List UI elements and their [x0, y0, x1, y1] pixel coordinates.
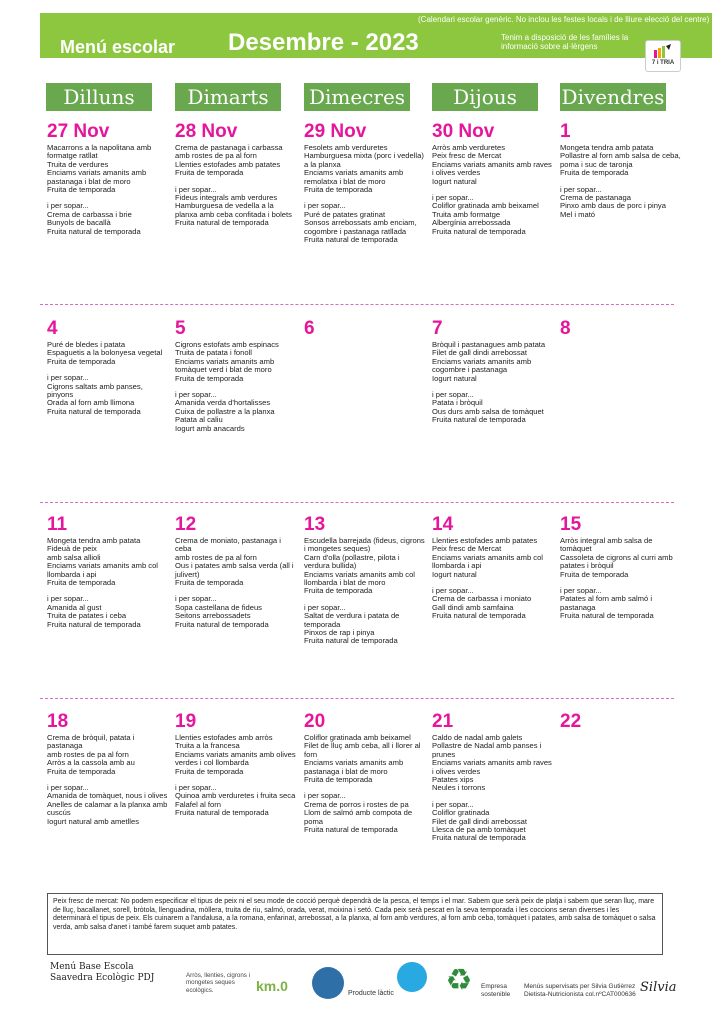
menu-item: Fruita de temporada [175, 373, 244, 383]
month-title: Desembre - 2023 [228, 29, 419, 56]
menu-item: Mongeta tendra amb patata [560, 143, 654, 152]
day-date: 14 [432, 514, 454, 535]
day-cell [304, 515, 426, 646]
menu-item: Truita amb formatge [432, 209, 501, 219]
menu-item: Pollastre de Nadal amb panses i prunes [432, 741, 544, 759]
menu-item: Fruita natural de temporada [175, 619, 269, 629]
menu-item: Filet de gall dindi arrebossat [432, 816, 527, 826]
day-date: 8 [560, 318, 571, 339]
menu-item: i per sopar... [304, 791, 346, 801]
menu-item: Fruita natural de temporada [175, 218, 269, 228]
menu-item: Orada al forn amb llimona [47, 398, 135, 408]
menu-item: Iogurt amb anacards [175, 423, 245, 433]
menu-item: Falafel al forn [175, 799, 222, 809]
menu-item: Enciams variats amanits amb remolatxa i blat de moro [304, 168, 406, 186]
day-date: 29 Nov [304, 121, 367, 142]
menu-item: Enciams variats amanits amb raves i olives verdes [432, 758, 554, 776]
menu-item: Amanida al gust [47, 602, 102, 612]
menu-item: Fruita de temporada [560, 168, 629, 178]
menu-item: i per sopar... [560, 586, 602, 596]
menu-item: Fruita natural de temporada [432, 611, 526, 621]
menu-item: Enciams variats amanits amb pastanaga i blat de moro [47, 168, 149, 186]
menu-item: Cuixa de pollastre a la planxa [175, 406, 275, 416]
menu-item: Fideuà de peix [47, 544, 97, 554]
menu-item: amb rostes de pa al forn [175, 552, 257, 562]
weekday-monday: Dilluns [46, 83, 152, 111]
day-cell [304, 319, 426, 341]
menu-item: Fruita natural de temporada [47, 226, 141, 236]
menu-item: Fideus integrals amb verdures [175, 193, 278, 203]
day-date: 19 [175, 711, 197, 732]
day-date: 22 [560, 711, 582, 732]
menu-item: Enciams variats amanits amb raves i olives verdes [432, 159, 554, 178]
menu-item: Crema de bròquil, patata i pastanaga [47, 733, 137, 751]
menu-item: i per sopar... [175, 783, 217, 793]
menu-item: Truita de patates i ceba [47, 611, 127, 621]
menu-item: Sopa castellana de fideus [175, 602, 262, 612]
menu-item: Enciams variats amanits amb olives verdes i col llombarda [175, 749, 298, 768]
menu-item: Fruita de temporada [47, 578, 116, 588]
school-line-1: Menú Base Escola [50, 962, 134, 972]
menu-item: Sonsos arrebossats amb enciam, cogombre i pastanaga ratllada [304, 218, 419, 236]
day-date: 27 Nov [47, 121, 110, 142]
menu-item: Filet de lluç amb ceba, all i llorer al forn [304, 741, 423, 759]
supervisor-line-2: Dietista-Nutricionista col.nºCAT000636 [524, 991, 636, 998]
menu-item: Gall dindi amb samfaina [432, 602, 514, 612]
menu-item: Fruita de temporada [47, 185, 116, 195]
day-date: 15 [560, 514, 582, 535]
menu-item: Fruita natural de temporada [47, 406, 141, 416]
menu-item: Quinoa amb verduretes i fruita seca [175, 791, 296, 801]
menu-item: Fruita de temporada [560, 569, 629, 579]
menu-item: Enciams variats amanits amb col llombarda i api [432, 552, 546, 571]
menu-item: Llenties estofades amb arròs [175, 733, 273, 742]
menu-item: Fruita natural de temporada [432, 833, 526, 843]
menu-item: Cassoleta de cigrons al curri amb patates i bròquil [560, 552, 675, 571]
day-cell [560, 122, 682, 219]
menu-item: Arròs integral amb salsa de tomàquet [560, 536, 655, 554]
menu-item: Llesca de pa amb tomàquet [432, 825, 526, 835]
weekday-friday: Divendres [561, 85, 665, 109]
menu-item: Anelles de calamar a la planxa amb cuscús [47, 799, 170, 818]
menu-item: Ous durs amb salsa de tomàquet [432, 406, 544, 416]
menu-item: Truita a la francesa [175, 741, 240, 751]
menu-item: Patata al caliu [175, 415, 223, 425]
school-line-2: Saavedra Ecològic PDJ [50, 973, 155, 983]
day-date: 6 [304, 318, 315, 339]
day-cell [560, 319, 682, 341]
menu-item: Cigrons estofats amb espinacs [175, 340, 279, 349]
menu-item: Saltat de verdura i patata de temporada [304, 611, 402, 629]
day-date: 5 [175, 318, 186, 339]
day-cell [560, 712, 682, 734]
weekday-tuesday: Dimarts [175, 83, 281, 111]
menu-item: Escudella barrejada (fideus, cigrons i mongetes seques) [304, 536, 427, 554]
menu-item: Fruita de temporada [304, 185, 373, 195]
menu-item: Fruita natural de temporada [304, 825, 398, 835]
school-name [50, 962, 154, 984]
menu-item: Pinxos de rap i pinya [304, 628, 375, 638]
menu-item: Crema de carbassa i moniato [432, 594, 532, 604]
menu-item: Patata i bròquil [432, 398, 483, 408]
allergen-note: Tenim a disposició de les famílies la informació sobre al·lèrgens [501, 33, 629, 51]
menu-item: Crema de pastanaga i carbassa amb rostes de pa al forn [175, 143, 285, 161]
menu-item: Caldo de nadal amb galets [432, 733, 523, 742]
recycle-icon: ♻ [445, 964, 473, 997]
day-cell [175, 515, 297, 629]
menu-item: Iogurt natural [432, 569, 477, 579]
menu-item: Coliflor gratinada amb beixamel [304, 733, 411, 742]
menu-item: i per sopar... [175, 390, 217, 400]
menu-item: Patates al forn amb salmó i pastanaga [560, 594, 655, 612]
menu-item: i per sopar... [47, 373, 89, 383]
sustainable-line-1: Empresa [481, 983, 508, 990]
day-cell [432, 122, 554, 236]
menu-item: Fesolets amb verduretes [304, 143, 388, 152]
menu-item: Fruita natural de temporada [304, 636, 398, 646]
supervisor-line-1: Menús supervisats per Silvia Gutièrrez [524, 983, 636, 990]
day-cell [175, 712, 297, 818]
menu-item: Fruita de temporada [304, 775, 373, 785]
menu-item: Arròs a la cassola amb au [47, 758, 135, 768]
menu-item: Crema de moniato, pastanaga i ceba [175, 536, 284, 554]
menu-item: Fruita natural de temporada [560, 611, 654, 621]
menu-item: amb rostes de pa al forn [47, 749, 129, 759]
menu-item: Seitons arrebossadets [175, 611, 251, 621]
organic-note: Arròs, llenties, cigrons i mongetes seques ecològics. [186, 972, 250, 994]
signature: Silvia [640, 980, 677, 995]
menu-item: Truita de verdures [47, 159, 109, 169]
menu-item: Fruita de temporada [175, 578, 244, 588]
menu-item: i per sopar... [304, 602, 346, 612]
menu-item: Enciams variats amanits amb cogombre i pastanaga [432, 356, 534, 375]
day-cell [304, 712, 426, 834]
menu-item: Macarrons a la napolitana amb formatge ratllat [47, 143, 154, 161]
menu-item: Fruita de temporada [175, 168, 244, 178]
menu-item: Amanida verda d'hortalisses [175, 398, 271, 408]
menu-item: Enciams variats amanits amb col llombarda i blat de moro [304, 569, 418, 588]
menu-item: Fruita natural de temporada [175, 808, 269, 818]
menu-item: Hamburguesa mixta (porc i vedella) a la planxa [304, 151, 426, 169]
day-cell [47, 319, 169, 416]
menu-item: Carn d'olla (pollastre, pilota i verdura bullida) [304, 552, 402, 571]
menu-item: Albergínia arrebossada [432, 218, 511, 228]
week-separator [40, 304, 674, 305]
day-cell [304, 122, 426, 244]
menu-item: Fruita de temporada [47, 766, 116, 776]
fork-icon [654, 44, 672, 58]
day-cell [432, 319, 554, 425]
menu-item: Espaguetis a la bolonyesa vegetal [47, 348, 163, 358]
menu-item: Llom de salmó amb compota de poma [304, 808, 415, 826]
day-cell [47, 122, 169, 236]
menu-item: Iogurt natural [432, 176, 477, 186]
weekday-thursday: Dijous [432, 83, 538, 111]
menu-item: Crema de carbassa i brie [47, 209, 132, 219]
menu-item: Bunyols de bacallà [47, 218, 111, 228]
day-date: 18 [47, 711, 69, 732]
menu-item: Fruita natural de temporada [47, 619, 141, 629]
brand-logo-text: 7 i TRIA [651, 60, 675, 66]
menu-item: Puré de patates gratinat [304, 209, 386, 219]
menu-item: Fruita natural de temporada [304, 235, 398, 245]
menu-item: i per sopar... [47, 783, 89, 793]
menu-item: i per sopar... [175, 184, 217, 194]
km0-logo: km.0 [256, 978, 288, 994]
menu-item: Enciams variats amanits amb col llombarda i api [47, 561, 161, 579]
menu-item: i per sopar... [432, 586, 474, 596]
menu-item: Pollastre al forn amb salsa de ceba, poma i suc de taronja [560, 151, 683, 169]
menu-item: Neules i torrons [432, 783, 486, 793]
menu-item: Coliflor gratinada amb beixamel [432, 201, 539, 211]
menu-item: Mongeta tendra amb patata [47, 536, 141, 545]
menu-item: Peix fresc de Mercat [432, 544, 502, 554]
dairy-logo-icon [312, 967, 344, 999]
day-date: 28 Nov [175, 121, 238, 142]
menu-item: i per sopar... [432, 193, 474, 203]
menu-item: Truita de patata i fonoll [175, 348, 252, 358]
menu-title: Menú escolar [60, 37, 176, 57]
menu-item: i per sopar... [560, 184, 602, 194]
day-cell [432, 515, 554, 621]
menu-item: Bròquil i pastanagues amb patata [432, 340, 546, 349]
menu-item: Fruita de temporada [304, 586, 373, 596]
day-date: 30 Nov [432, 121, 495, 142]
menu-item: Llenties estofades amb patates [432, 536, 538, 545]
menu-item: Fruita natural de temporada [432, 226, 526, 236]
day-date: 4 [47, 318, 58, 339]
menu-item: amb salsa allioli [47, 552, 101, 562]
brand-logo [645, 40, 681, 72]
menu-item: i per sopar... [432, 390, 474, 400]
menu-item: i per sopar... [47, 201, 89, 211]
menu-item: Fruita natural de temporada [432, 415, 526, 425]
menu-item: Peix fresc de Mercat [432, 151, 502, 161]
menu-item: Mel i mató [560, 209, 596, 219]
menu-item: Cigrons saltats amb panses, pinyons [47, 381, 145, 400]
day-date: 11 [47, 514, 68, 535]
day-date: 13 [304, 514, 326, 535]
day-cell [560, 515, 682, 621]
day-date: 21 [432, 711, 454, 732]
menu-item: Coliflor gratinada [432, 808, 490, 818]
sustainable-line-2: sostenible [481, 991, 511, 998]
menu-item: Iogurt natural amb ametlles [47, 816, 140, 826]
week-separator [40, 502, 674, 503]
menu-item: Iogurt natural [432, 373, 477, 383]
menu-item: Patates xips [432, 775, 474, 785]
day-cell [47, 515, 169, 629]
menu-item: Crema de porros i rostes de pa [304, 799, 409, 809]
menu-item: Enciams variats amanits amb pastanaga i blat de moro [304, 758, 406, 776]
menu-item: Enciams variats amanits amb tomàquet verd i blat de moro [175, 356, 277, 375]
menu-item: Amanida de tomàquet, nous i olives [47, 791, 168, 801]
menu-item: Crema de pastanaga [560, 193, 631, 203]
day-cell [175, 122, 297, 228]
dairy-label: Producte làctic [348, 990, 394, 997]
day-cell [175, 319, 297, 433]
menu-item: Puré de bledes i patata [47, 340, 126, 349]
menu-item: i per sopar... [304, 201, 346, 211]
menu-item: Llenties estofades amb patates [175, 159, 281, 169]
day-date: 12 [175, 514, 197, 535]
day-cell [47, 712, 169, 826]
menu-item: Filet de gall dindi arrebossat [432, 348, 527, 358]
day-date: 1 [560, 121, 571, 142]
menu-item: Ous i patates amb salsa verda (all i julivert) [175, 561, 296, 579]
menu-item: i per sopar... [47, 594, 89, 604]
menu-item: Pinxo amb daus de porc i pinya [560, 201, 666, 211]
day-date: 20 [304, 711, 326, 732]
day-cell [432, 712, 554, 843]
calendar-note: (Calendari escolar genèric. No inclou les festes locals i de lliure elecció del centre) [418, 15, 710, 24]
day-date: 7 [432, 318, 443, 339]
menu-item: i per sopar... [175, 594, 217, 604]
fish-footnote: Peix fresc de mercat: No podem especificar el tipus de peix ni el seu mode de cocció perquè dependrà de la pesca, el temps i el mar. Sabem que serà peix de platja i sabem que seran lluç, mare de lluç, bacallanet, sorell, bròtola, llenguadina, mòllera, truita de riu, salmó, orada, verat, moixina i setó. Cada peix serà pescat en la seva temporada i les coccions seran diverses i les determinarà el tipus de peix. Els cuinarem a l'andalusa, a la romana, enfarinat, arrebossat, a la planxa, al forn amb verdures, al forn amb ceba, tomàquet i patates, amb salsa de tomàquet o salsa verda, amb salsa d'anet i també farem suquet amb patates. [47, 893, 663, 955]
menu-item: i per sopar... [432, 799, 474, 809]
week-separator [40, 698, 674, 699]
menu-item: Arròs amb verduretes [432, 143, 506, 152]
organic-logo-icon [397, 962, 427, 992]
menu-item: Fruita de temporada [47, 356, 116, 366]
menu-item: Fruita de temporada [175, 766, 244, 776]
weekday-wednesday: Dimecres [304, 83, 410, 111]
menu-item: Hamburguesa de vedella a la planxa amb ceba confitada i bolets [175, 201, 292, 219]
